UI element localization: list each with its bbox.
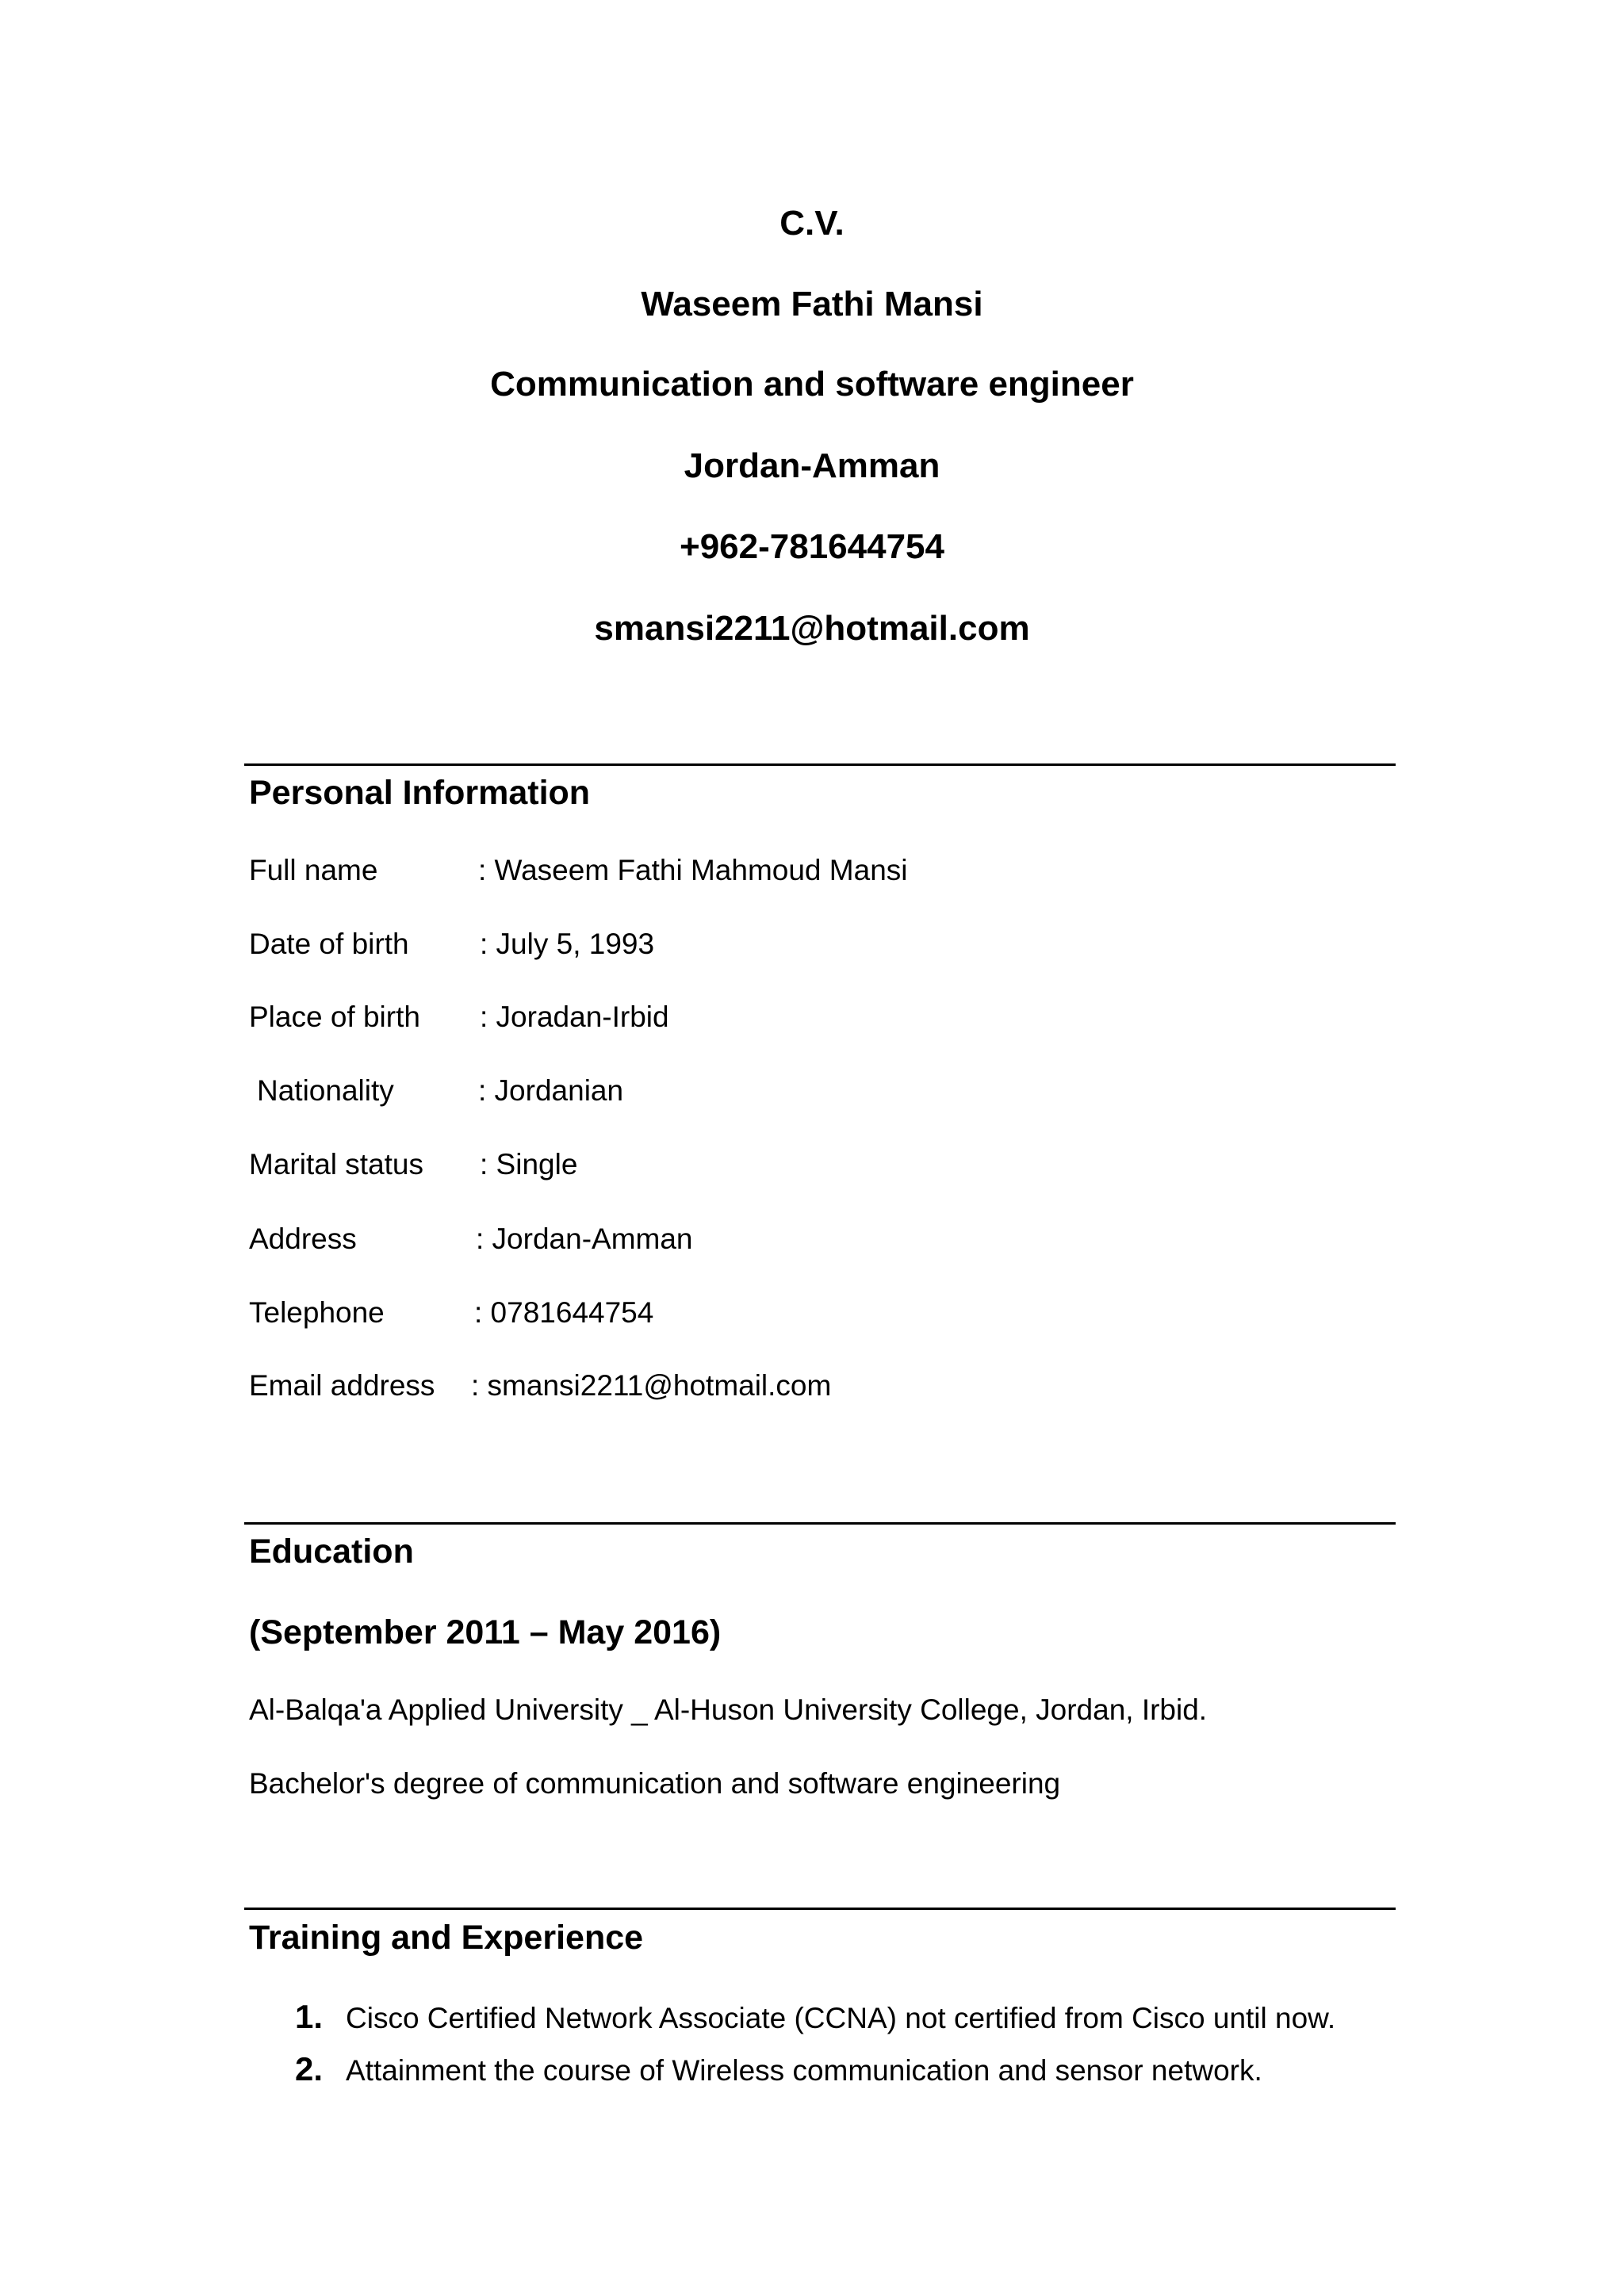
marital-status-label: Marital status	[249, 1148, 424, 1181]
email-address-value: : smansi2211@hotmail.com	[471, 1369, 832, 1402]
place-of-birth-value: : Joradan-Irbid	[480, 1001, 669, 1033]
section-divider	[244, 1522, 1396, 1525]
education-heading: Education	[249, 1533, 414, 1571]
telephone-value: : 0781644754	[474, 1296, 654, 1329]
date-of-birth-value: : July 5, 1993	[480, 928, 655, 960]
candidate-profession: Communication and software engineer	[490, 365, 1134, 404]
candidate-name: Waseem Fathi Mansi	[641, 285, 983, 323]
section-divider	[244, 763, 1396, 766]
full-name-label: Full name	[249, 854, 378, 886]
nationality-value: : Jordanian	[478, 1074, 624, 1107]
candidate-email: smansi2211@hotmail.com	[594, 609, 1030, 648]
personal-info-heading: Personal Information	[249, 774, 591, 812]
education-institution: Al-Balqa'a Applied University _ Al-Huson University College, Jordan, Irbid.	[249, 1693, 1208, 1726]
training-item-number: 2.	[295, 2050, 324, 2087]
training-heading: Training and Experience	[249, 1919, 644, 1957]
candidate-phone: +962-781644754	[680, 527, 944, 566]
full-name-value: : Waseem Fathi Mahmoud Mansi	[478, 854, 908, 886]
address-label: Address	[249, 1223, 357, 1255]
education-period: (September 2011 – May 2016)	[249, 1613, 722, 1651]
email-address-label: Email address	[249, 1369, 435, 1402]
training-item-text: Attainment the course of Wireless communication and sensor network.	[346, 2054, 1262, 2087]
place-of-birth-label: Place of birth	[249, 1001, 420, 1033]
nationality-label: Nationality	[257, 1074, 394, 1107]
training-item-text: Cisco Certified Network Associate (CCNA) not certified from Cisco until now.	[346, 2002, 1336, 2034]
address-value: : Jordan-Amman	[476, 1223, 693, 1255]
telephone-label: Telephone	[249, 1296, 385, 1329]
education-degree: Bachelor's degree of communication and software engineering	[249, 1767, 1061, 1800]
training-item-number: 1.	[295, 1998, 324, 2035]
date-of-birth-label: Date of birth	[249, 928, 409, 960]
candidate-location: Jordan-Amman	[684, 446, 940, 485]
cv-title: C.V.	[779, 204, 845, 243]
section-divider	[244, 1908, 1396, 1910]
marital-status-value: : Single	[480, 1148, 578, 1181]
